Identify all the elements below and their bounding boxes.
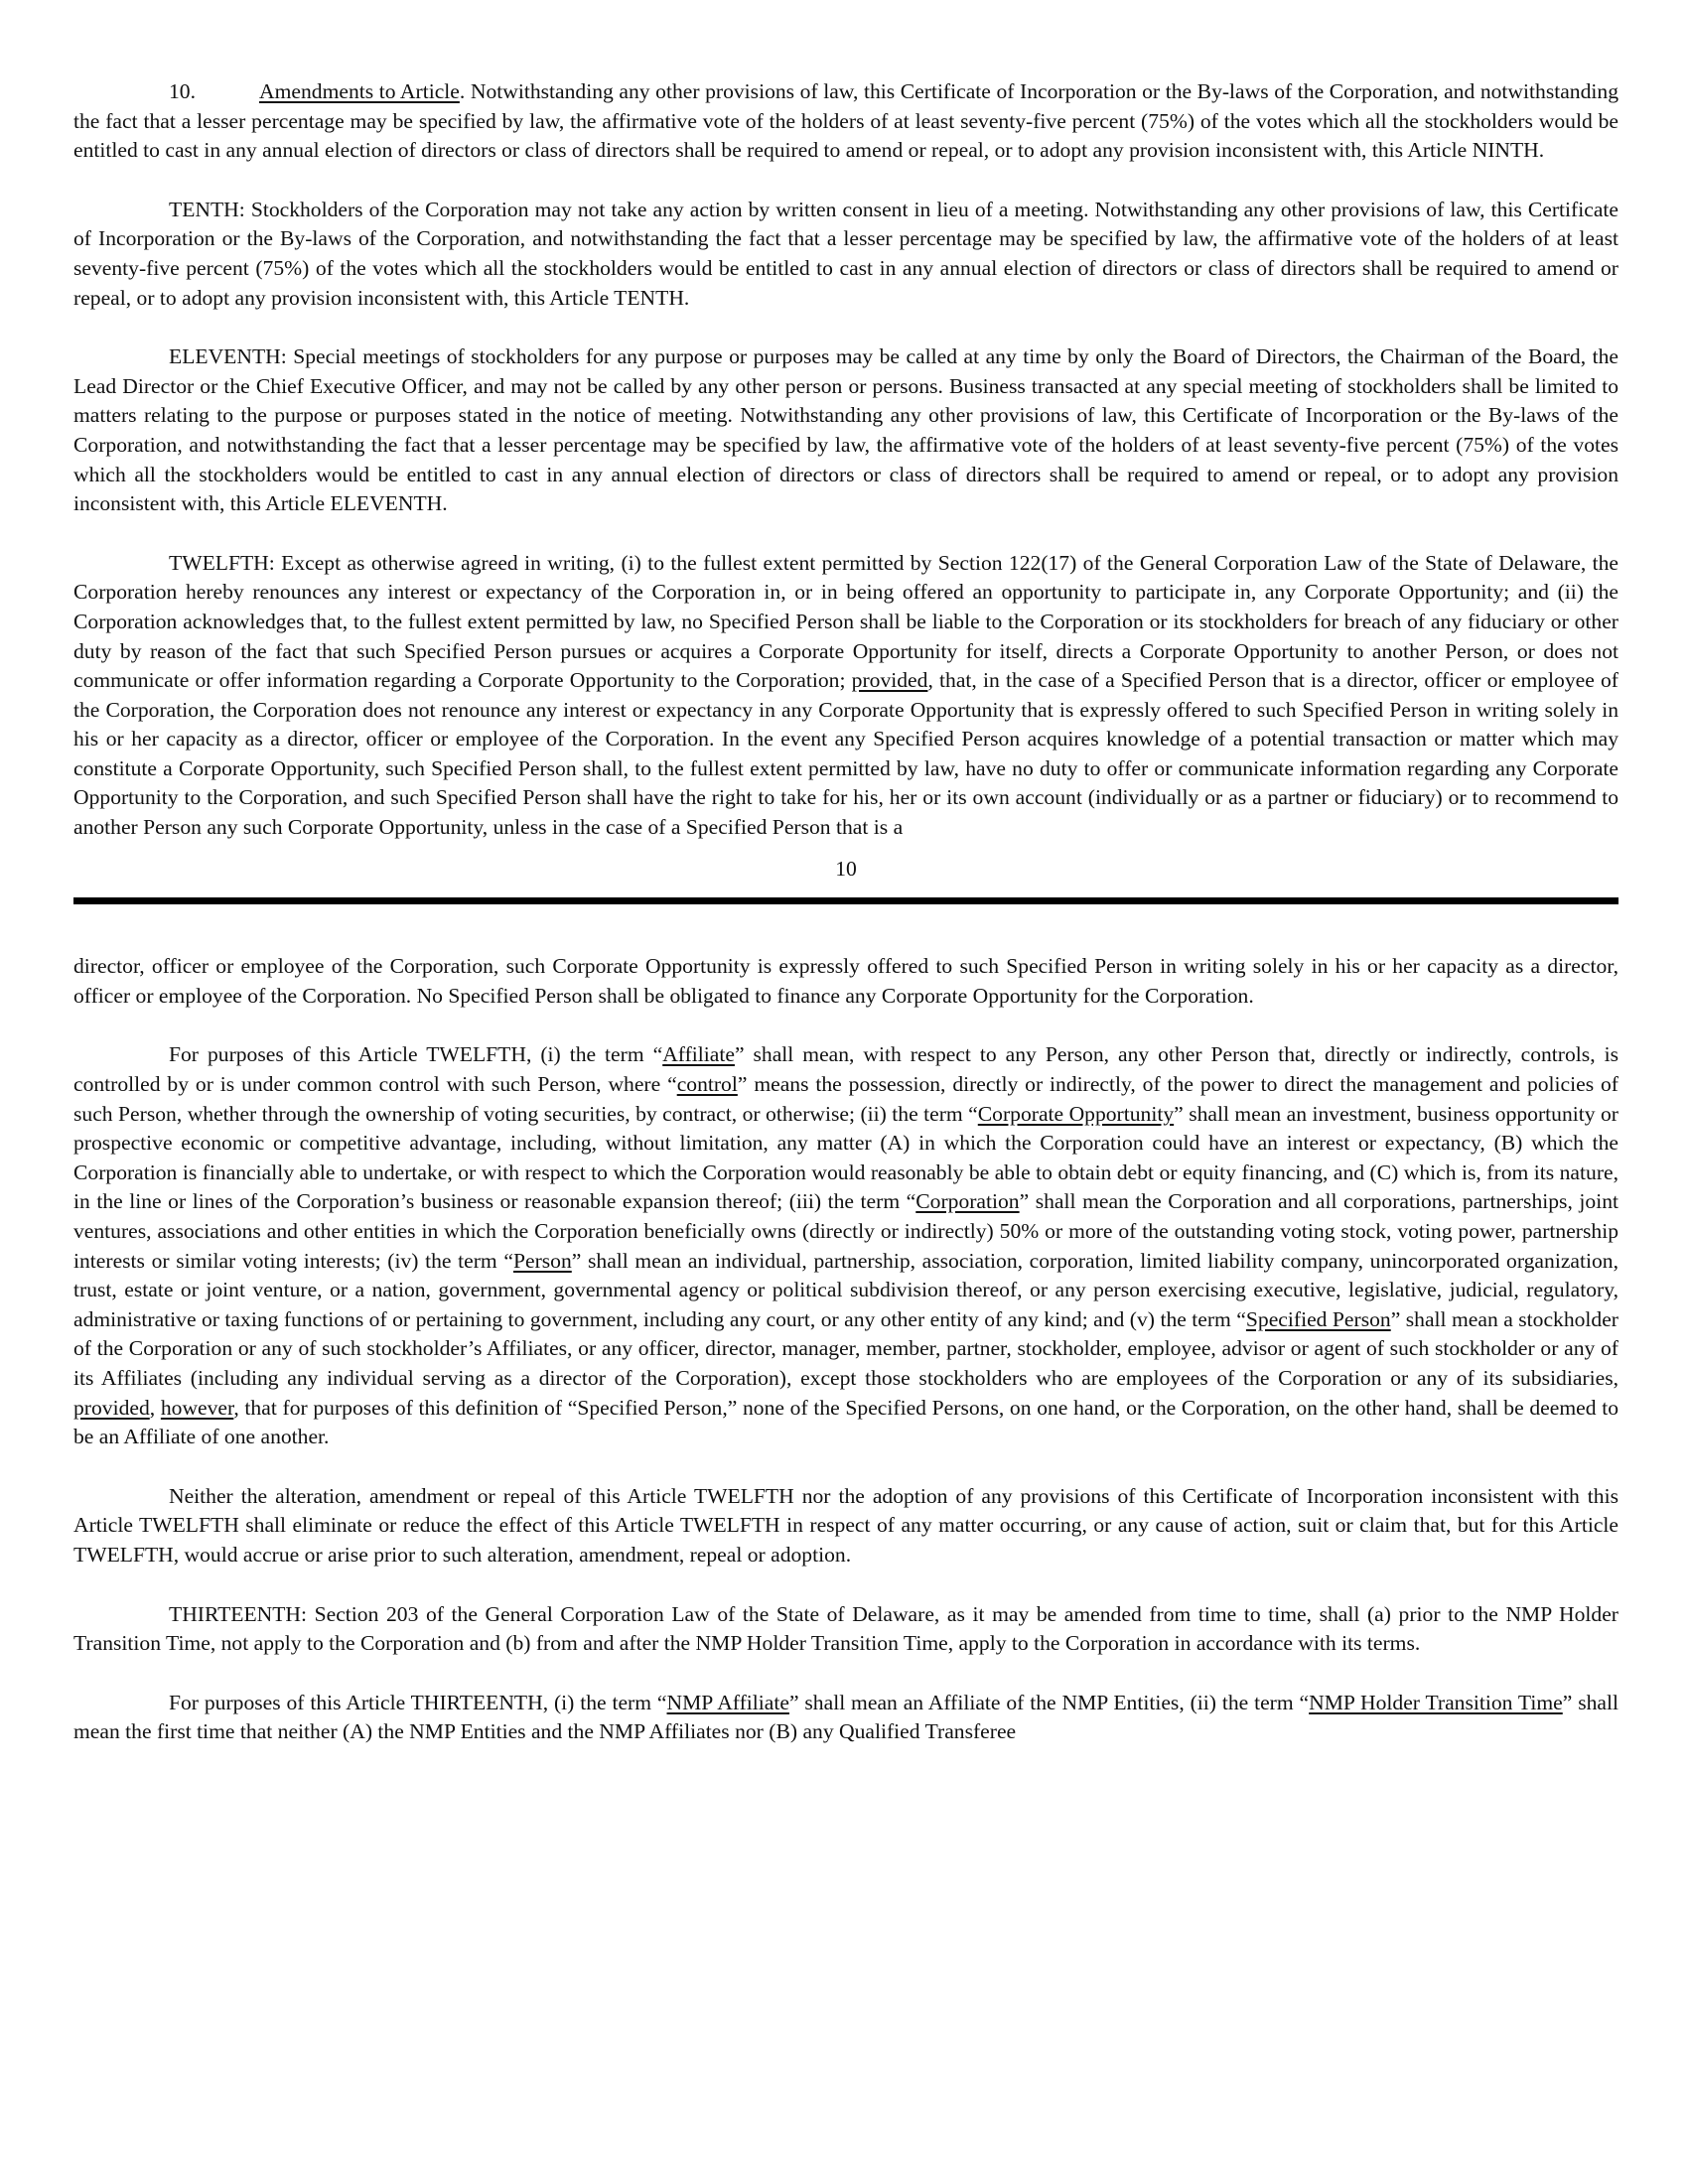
provided-term: provided xyxy=(851,668,928,693)
term-corporation: Corporation xyxy=(915,1189,1020,1214)
definition-text: For purposes of this Article TWELFTH, (i) the term “ xyxy=(169,1042,663,1067)
section-heading: Amendments to Article xyxy=(259,79,460,103)
definition-text: , xyxy=(149,1395,161,1420)
page-number: 10 xyxy=(835,856,857,881)
definition-text: ” shall mean the first time that neither (A) the NMP Entities and the NMP Affiliates nor (B) any Qualified Transferee xyxy=(73,1690,1618,1744)
definition-text: ” shall mean an individual, partnership, association, corporation, limited liability company, unincorporated organization, trust, estate or joint venture, or a nation, government, governmental agency or political subdivision thereof, or any person exercising executive, legislative, judicial, regulatory, administrative or taxing functions of or pertaining to government, including any court, or any other entity of any kind; and (v) the term “ xyxy=(73,1248,1618,1331)
paragraph-text: . Notwithstanding any other provisions of law, this Certificate of Incorporation or the By-laws of the Corporation, and notwithstanding the fact that a lesser percentage may be specified by law, the affirmative vote of the holders of at least seventy-five percent (75%) of the votes which all the stockholders would be entitled to cast in any annual election of directors or class of directors shall be required to amend or repeal, or to adopt any provision inconsistent with, this Article NINTH. xyxy=(73,79,1618,163)
term-person: Person xyxy=(512,1248,572,1273)
term-nmp-holder-transition-time: NMP Holder Transition Time xyxy=(1309,1690,1563,1714)
paragraph-text: TWELFTH: Except as otherwise agreed in writing, (i) to the fullest extent permitted by Section 122(17) of the General Corporation Law of the State of Delaware, the Corporation hereby renounces any interest or expectancy of the Corporation in, or in being offered an opportunity to participate in, any Corporate Opportunity; and (ii) the Corporation acknowledges that, to the fullest extent permitted by law, no Specified Person shall be liable to the Corporation or its stockholders for breach of any fiduciary or other duty by reason of the fact that such Specified Person pursues or acquires a Corporate Opportunity for itself, directs a Corporate Opportunity to another Person, or does not communicate or offer information regarding a Corporate Opportunity to the Corporation; xyxy=(73,550,1618,693)
paragraph-eleventh: ELEVENTH: Special meetings of stockholders for any purpose or purposes may be called at any time by only the Board of Directors, the Chairman of the Board, the Lead Director or the Chief Executive Officer, and may not be called by any other person or persons. Business transacted at any special meeting of stockholders shall be limited to matters relating to the purpose or purposes stated in the notice of meeting. Notwithstanding any other provisions of law, this Certificate of Incorporation or the By-laws of the Corporation, and notwithstanding the fact that a lesser percentage may be specified by law, the affirmative vote of the holders of at least seventy-five percent (75%) of the votes which all the stockholders would be entitled to cast in any annual election of directors or class of directors shall be required to amend or repeal, or to adopt any provision inconsistent with, this Article ELEVENTH. xyxy=(73,344,1618,516)
document-page xyxy=(73,77,1618,1747)
paragraph-text: , that, in the case of a Specified Person that is a director, officer or employee of the Corporation, the Corporation does not renounce any interest or expectancy in any Corporate Opportunity that is expressly offered to such Specified Person in writing solely in his or her capacity as a director, officer or employee of the Corporation. In the event any Specified Person acquires knowledge of a potential transaction or matter which may constitute a Corporate Opportunity, such Specified Person shall, to the fullest extent permitted by law, have no duty to offer or communicate information regarding any Corporate Opportunity to the Corporation, and such Specified Person shall have the right to take for his, her or its own account (individually or as a partner or fiduciary) or to recommend to another Person any such Corporate Opportunity, unless in the case of a Specified Person that is a xyxy=(73,668,1618,840)
page-divider xyxy=(73,897,1618,904)
term-nmp-affiliate: NMP Affiliate xyxy=(666,1690,789,1714)
definition-text: ” shall mean, with respect to any Person, any other Person that, directly or indirectly, controls, is controlled by or is under common control with such Person, where “ xyxy=(73,1042,1618,1097)
definition-text: ” means the possession, directly or indirectly, of the power to direct the management and policies of such Person, whether through the ownership of voting securities, by contract, or otherwise; (ii) the term “ xyxy=(73,1072,1618,1126)
paragraph-thirteenth: THIRTEENTH: Section 203 of the General Corporation Law of the State of Delaware, as it may be amended from time to time, shall (a) prior to the NMP Holder Transition Time, not apply to the Corporation and (b) from and after the NMP Holder Transition Time, apply to the Corporation in accordance with its terms. xyxy=(73,1601,1618,1656)
term-specified-person: Specified Person xyxy=(1245,1306,1391,1331)
paragraph-continuation: director, officer or employee of the Corporation, such Corporate Opportunity is expressly offered to such Specified Person in writing solely in his or her capacity as a director, officer or employee of the Corporation. No Specified Person shall be obligated to finance any Corporate Opportunity for the Corporation. xyxy=(73,954,1618,1008)
paragraph-neither: Neither the alteration, amendment or repeal of this Article TWELFTH nor the adoption of any provisions of this Certificate of Incorporation inconsistent with this Article TWELFTH shall eliminate or reduce the effect of this Article TWELFTH in respect of any matter occurring, or any cause of action, suit or claim that, but for this Article TWELFTH, would accrue or arise prior to such alteration, amendment, repeal or adoption. xyxy=(73,1483,1618,1567)
definition-text: ” shall mean an Affiliate of the NMP Entities, (ii) the term “ xyxy=(788,1690,1310,1714)
term-affiliate: Affiliate xyxy=(662,1042,735,1067)
section-number: 10. xyxy=(169,79,196,103)
definition-text: ” shall mean a stockholder of the Corporation or any of such stockholder’s Affiliates, or any officer, director, manager, member, partner, stockholder, employee, advisor or agent of such stockholder or any of its Affiliates (including any individual serving as a director of the Corporation), except those stockholders who are employees of the Corporation or any of its subsidiaries, xyxy=(73,1306,1618,1390)
paragraph-definitions xyxy=(73,1040,1618,1451)
definition-text: For purposes of this Article THIRTEENTH, (i) the term “ xyxy=(169,1690,667,1714)
term-corporate-opportunity: Corporate Opportunity xyxy=(977,1101,1175,1126)
term-control: control xyxy=(676,1072,738,1097)
definition-text: ” shall mean an investment, business opportunity or prospective economic or competitive advantage, including, without limitation, any matter (A) in which the Corporation could have an interest or expectancy, (B) which the Corporation is financially able to undertake, or with respect to which the Corporation would reasonably be able to obtain debt or equity financing, and (C) which is, from its nature, in the line or lines of the Corporation’s business or reasonable expansion thereof; (iii) the term “ xyxy=(73,1101,1618,1214)
paragraph-thirteenth-definitions xyxy=(73,1689,1618,1747)
definition-text: , that for purposes of this definition of “Specified Person,” none of the Specified Persons, on one hand, or the Corporation, on the other hand, shall be deemed to be an Affiliate of one another. xyxy=(73,1395,1618,1449)
term-provided: provided xyxy=(73,1395,150,1420)
definition-text: ” shall mean the Corporation and all corporations, partnerships, joint ventures, associations and other entities in which the Corporation beneficially owns (directly or indirectly) 50% or more of the outstanding voting stock, voting power, partnership interests or similar voting interests; (iv) the term “ xyxy=(73,1189,1618,1273)
term-however: however xyxy=(160,1395,234,1420)
paragraph-tenth: TENTH: Stockholders of the Corporation may not take any action by written consent in lieu of a meeting. Notwithstanding any other provisions of law, this Certificate of Incorporation or the By-laws of the Corporation, and notwithstanding the fact that a lesser percentage may be specified by law, the affirmative vote of the holders of at least seventy-five percent (75%) of the votes which all the stockholders would be entitled to cast in any annual election of directors or class of directors shall be required to amend or repeal, or to adopt any provision inconsistent with, this Article TENTH. xyxy=(73,197,1618,310)
paragraph-twelfth xyxy=(73,549,1618,843)
paragraph-amendments xyxy=(73,77,1618,166)
